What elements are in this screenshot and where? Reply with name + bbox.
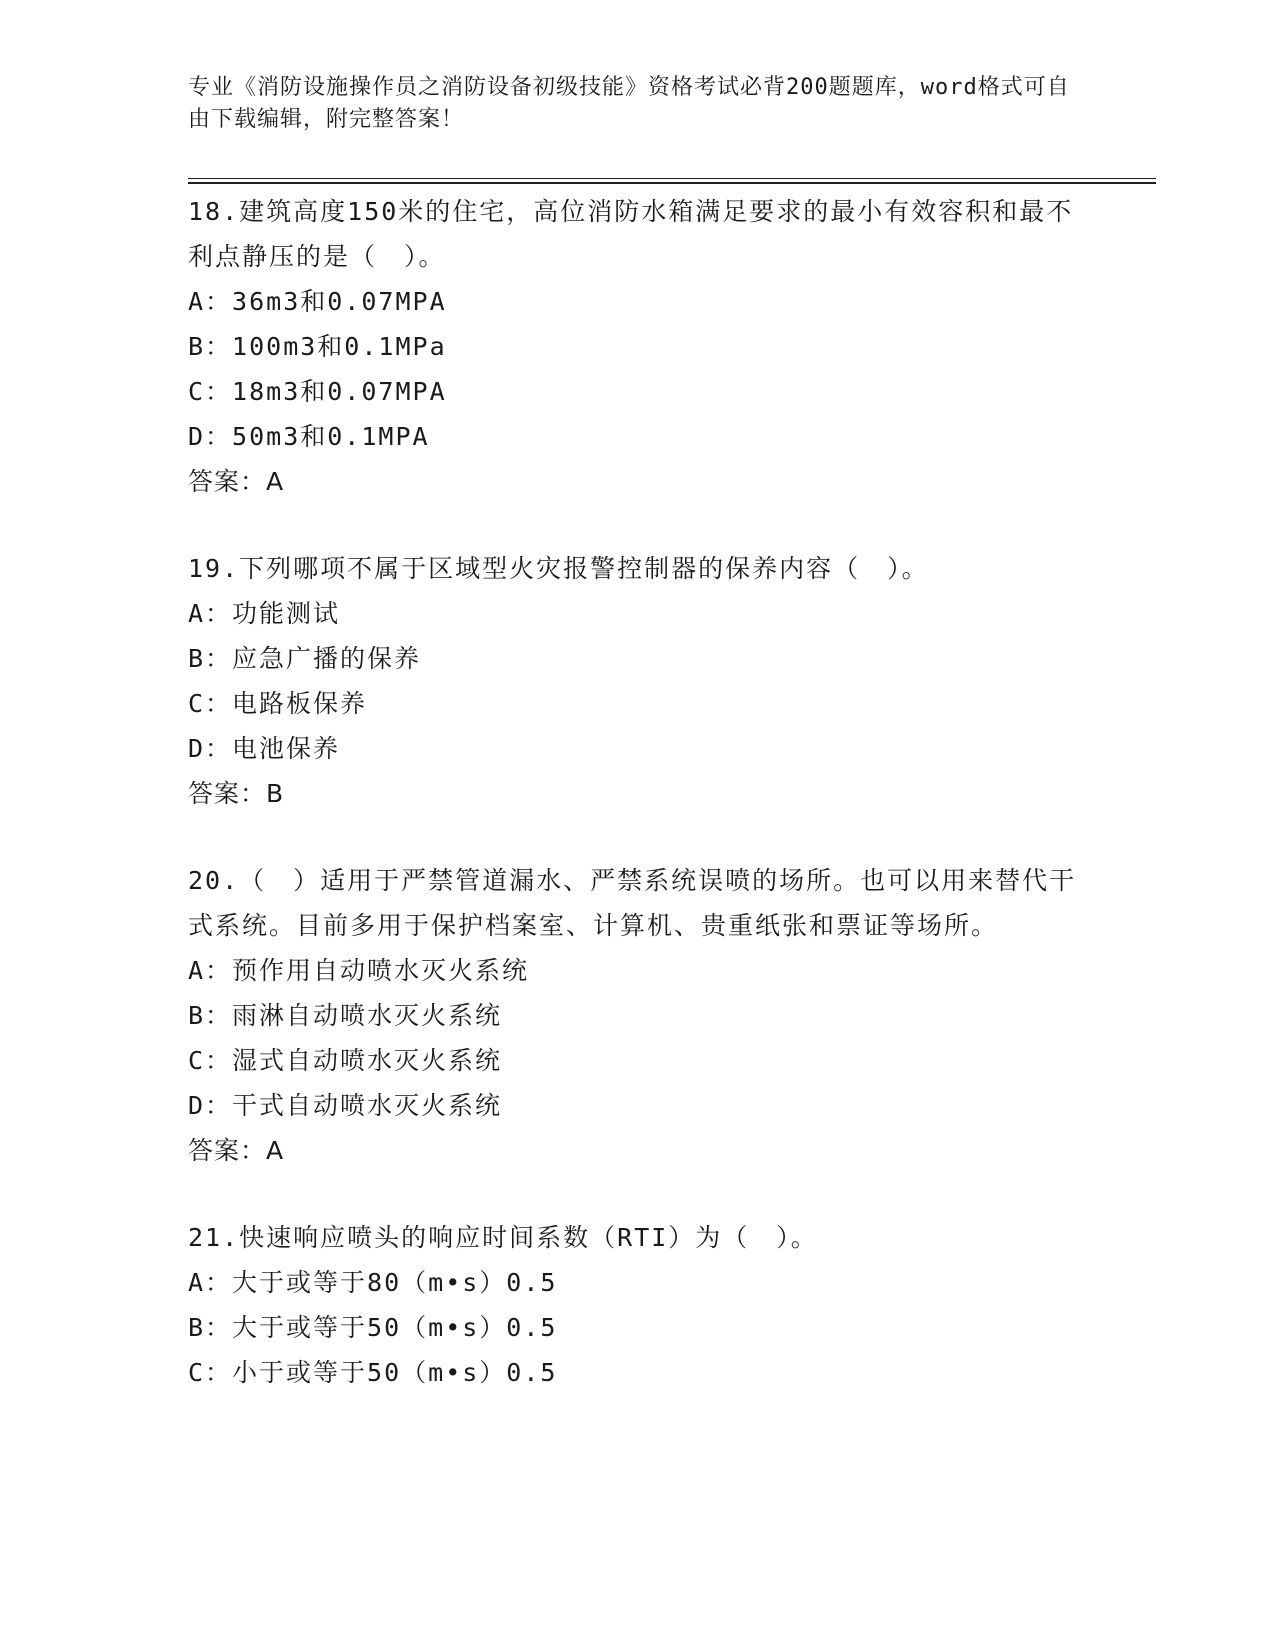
answer-line: 答案：B xyxy=(188,779,285,808)
option-d: D：50m3和0.1MPA xyxy=(188,422,430,451)
option-c: C：电路板保养 xyxy=(188,689,368,718)
answer-line: 答案：A xyxy=(188,467,285,496)
option-b: B：100m3和0.1MPa xyxy=(188,332,447,361)
question-list xyxy=(188,189,1088,1437)
option-b: B：应急广播的保养 xyxy=(188,644,422,673)
header-divider-thin xyxy=(188,178,1156,179)
question-18 xyxy=(188,189,1088,504)
option-a: A：功能测试 xyxy=(188,599,341,628)
option-d: D：干式自动喷水灭火系统 xyxy=(188,1091,503,1120)
question-stem: 18.建筑高度150米的住宅，高位消防水箱满足要求的最小有效容积和最不利点静压的是（ ）。 xyxy=(188,197,1074,271)
question-21 xyxy=(188,1215,1088,1395)
option-a: A：大于或等于80（m•s）0.5 xyxy=(188,1268,558,1297)
answer-line: 答案：A xyxy=(188,1136,285,1165)
option-d: D：电池保养 xyxy=(188,734,341,763)
question-19 xyxy=(188,546,1088,816)
question-20 xyxy=(188,858,1088,1173)
option-c: C：小于或等于50（m•s）0.5 xyxy=(188,1358,558,1387)
question-stem: 20.（ ）适用于严禁管道漏水、严禁系统误喷的场所。也可以用来替代干式系统。目前多用于保护档案室、计算机、贵重纸张和票证等场所。 xyxy=(188,866,1077,940)
option-a: A：预作用自动喷水灭火系统 xyxy=(188,956,530,985)
header-divider-thick xyxy=(188,182,1156,184)
question-stem: 19.下列哪项不属于区域型火灾报警控制器的保养内容（ ）。 xyxy=(188,554,929,583)
question-stem: 21.快速响应喷头的响应时间系数（RTI）为（ ）。 xyxy=(188,1223,818,1252)
option-b: B：雨淋自动喷水灭火系统 xyxy=(188,1001,503,1030)
option-c: C：18m3和0.07MPA xyxy=(188,377,447,406)
option-b: B：大于或等于50（m•s）0.5 xyxy=(188,1313,558,1342)
option-a: A：36m3和0.07MPA xyxy=(188,287,447,316)
document-header: 专业《消防设施操作员之消防设备初级技能》资格考试必背200题题库，word格式可自由下载编辑，附完整答案！ xyxy=(188,75,1070,132)
option-c: C：湿式自动喷水灭火系统 xyxy=(188,1046,503,1075)
